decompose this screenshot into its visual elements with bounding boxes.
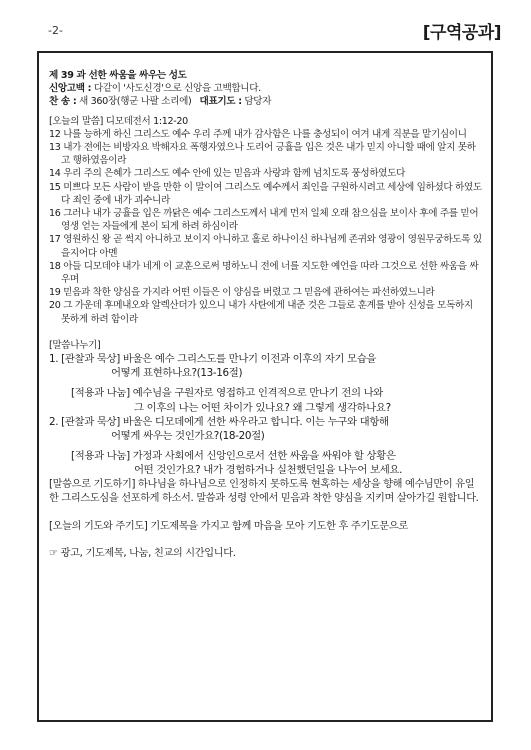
lesson-box (37, 51, 493, 722)
scripture-prayer-text: 하나님을 하나님으로 인정하지 못하도록 현혹하는 세상을 향해 예수님만이 유일한 그리스도심을 선포하게 하소서. 말씀과 성령 안에서 믿음과 착한 양심을 지키며 살아가길 원합니다. (49, 478, 479, 505)
hymn-text: 새 360장(행군 나팔 소리에) (76, 96, 192, 108)
prayer-leader-label: 대표기도 : (199, 96, 242, 108)
application-1-text: 예수님을 구원자로 영접하고 인격적으로 만나기 전의 나와 (129, 387, 383, 400)
page-number: -2- (48, 24, 63, 37)
verse-item: 18 아들 디모데야 내가 네게 이 교훈으로써 명하노니 전에 너를 지도한 예언을 따라 그것으로 선한 싸움을 싸우며 (49, 260, 479, 286)
confession-text: 다같이 '사도신경'으로 신앙을 고백합니다. (91, 83, 261, 95)
verse-item: 15 미쁘다 모든 사람이 받을 만한 이 말이여 그리스도 예수께서 죄인을 구원하시려고 세상에 임하셨다 하였도다 죄인 중에 내가 괴수니라 (49, 181, 482, 206)
verse-item: 20 그 가운데 후메내오와 알렉산더가 있으니 내가 사탄에게 내준 것은 그들로 훈계를 받아 신성을 모독하지 못하게 하려 함이라 (49, 300, 473, 325)
sharing-heading: [말씀나누기] (49, 339, 101, 351)
notice-text: 광고, 기도제목, 나눔, 친교의 시간입니다. (57, 547, 236, 559)
lesson-title: 제 39 과 선한 싸움을 싸우는 성도 (49, 70, 187, 81)
scripture-heading-line (49, 115, 482, 128)
hymn-line (49, 95, 482, 108)
question-2-text-cont: 어떻게 싸우는 것인가요?(18-20절) (111, 430, 265, 443)
verse-item: 13 내가 전에는 비방자요 박해자요 폭행자였으나 도리어 긍휼을 입은 것은 내가 믿지 아니할 때에 알지 못하고 행하였음이라 (49, 142, 476, 167)
intercession-heading: [오늘의 기도와 주기도] (49, 520, 148, 532)
verse-item: 14 우리 주의 은혜가 그리스도 예수 안에 있는 믿음과 사랑과 함께 넘치도록 풍성하였도다 (49, 168, 406, 180)
confession-line (49, 82, 482, 95)
application-1-tag: [적용과 나눔] (71, 387, 130, 400)
verse-item: 17 영원하신 왕 곧 썩지 아니하고 보이지 아니하고 홀로 하나이신 하나님께 존귀와 영광이 영원무궁하도록 있을지어다 아멘 (49, 234, 482, 259)
confession-label: 신앙고백 : (49, 83, 92, 95)
question-2-text: 바울은 디모데에게 선한 싸우라고 합니다. 이는 누구와 대항해 (119, 415, 389, 428)
scripture-prayer-heading: [말씀으로 기도하기] (49, 478, 136, 490)
question-1 (49, 352, 482, 380)
application-2 (49, 449, 482, 477)
question-2 (49, 415, 482, 443)
pointing-hand-icon: ☞ (49, 547, 58, 559)
verse-list (49, 128, 482, 326)
scripture-heading: [오늘의 말씀] (49, 115, 104, 127)
section-tag: [구역공과] (422, 23, 501, 43)
hymn-label: 찬 송 : (49, 96, 77, 108)
application-1-text-cont: 그 이후의 나는 어떤 차이가 있나요? 왜 그렇게 생각하나요? (134, 401, 391, 414)
question-1-text: 바울은 예수 그리스도를 만나기 이전과 이후의 자기 모습을 (119, 353, 377, 366)
question-2-tag: 2. [관찰과 묵상] (49, 415, 120, 428)
prayer-leader-text: 담당자 (241, 96, 272, 108)
application-2-text-cont: 어떤 것인가요? 내가 경험하거나 실천했던일을 나누어 보세요. (134, 464, 403, 477)
application-2-tag: [적용과 나눔] (71, 450, 130, 463)
question-1-text-cont: 어떻게 표현하나요?(13-16절) (111, 367, 243, 380)
notice-line (49, 547, 482, 561)
intercession-text: 기도제목을 가지고 함께 마음을 모아 기도한 후 주기도문으로 (147, 520, 408, 532)
question-1-tag: 1. [관찰과 묵상] (49, 353, 120, 366)
verse-item: 19 믿음과 착한 양심을 가지라 어떤 이들은 이 양심을 버렸고 그 믿음에 관하여는 파선하였느니라 (49, 287, 435, 299)
scripture-prayer (49, 478, 482, 507)
verse-item: 16 그러나 내가 긍휼을 입은 까닭은 예수 그리스도께서 내게 먼저 일체 오래 참으심을 보이사 후에 주를 믿어 영생 얻는 자들에게 본이 되게 하려 하심이라 (49, 208, 479, 233)
verse-item: 12 나를 능하게 하신 그리스도 예수 우리 주께 내가 감사함은 나를 충성되이 여겨 내게 직분을 맡기심이니 (49, 128, 467, 140)
application-1 (49, 386, 482, 414)
application-2-text: 가정과 사회에서 신앙인으로서 선한 싸움을 싸워야 할 상황은 (129, 450, 396, 463)
scripture-reference: 디모데전서 1:12-20 (103, 115, 188, 127)
intercession-line (49, 520, 482, 534)
